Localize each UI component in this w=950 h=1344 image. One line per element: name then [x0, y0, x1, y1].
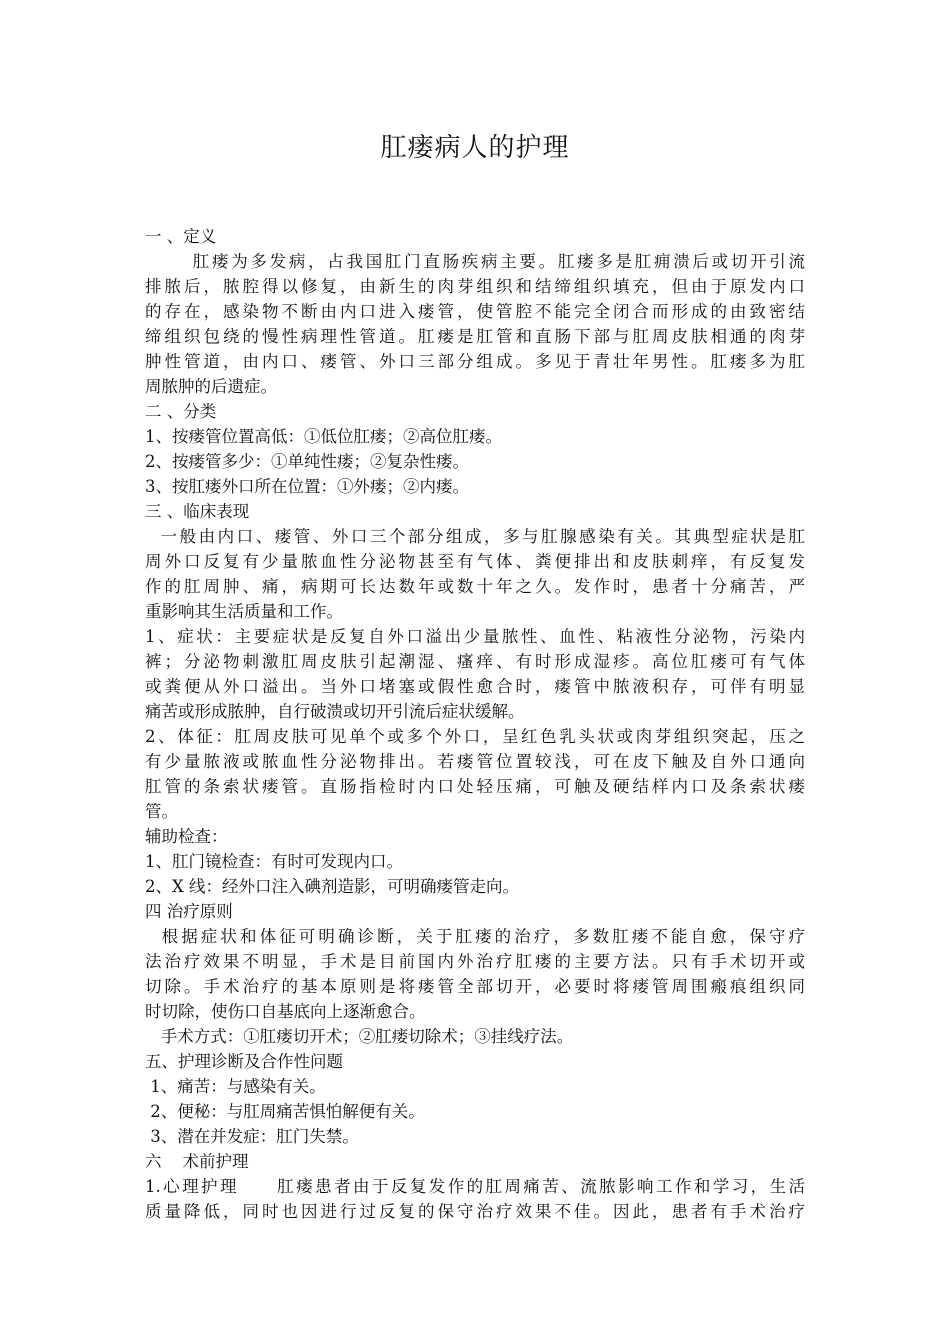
paragraph-line: 根据症状和体征可明确诊断，关于肛瘘的治疗，多数肛瘘不能自愈，保守疗: [145, 927, 805, 946]
paragraph-line: 1、按瘘管位置高低：①低位肛瘘；②高位肛瘘。: [145, 427, 502, 446]
paragraph-line: 肛管的条索状瘘管。直肠指检时内口处轻压痛，可触及硬结样内口及条索状瘘: [145, 777, 805, 796]
paragraph-line: 排脓后，脓腔得以修复，由新生的肉芽组织和结缔组织填充，但由于原发内口: [145, 277, 805, 296]
paragraph-line: 管。: [145, 802, 178, 821]
paragraph-line: 2、X 线：经外口注入碘剂造影，可明确瘘管走向。: [145, 877, 519, 896]
section-heading: 五、护理诊断及合作性问题: [145, 1052, 343, 1071]
paragraph-line: 2、便秘：与肛周痛苦惧怕解便有关。: [145, 1102, 425, 1121]
paragraph-line: 肿性管道，由内口、瘘管、外口三部分组成。多见于青壮年男性。肛瘘多为肛: [145, 352, 805, 371]
paragraph-line: 1.心理护理 肛瘘患者由于反复发作的肛周痛苦、流脓影响工作和学习，生活: [145, 1177, 805, 1196]
paragraph-line: 1、肛门镜检查：有时可发现内口。: [145, 852, 403, 871]
paragraph-line: 1、痛苦：与感染有关。: [145, 1077, 326, 1096]
paragraph-line: 质量降低，同时也因进行过反复的保守治疗效果不佳。因此，患者有手术治疗: [145, 1202, 805, 1221]
document-body: [145, 224, 805, 1224]
paragraph-line: 2、按瘘管多少：①单纯性瘘；②复杂性瘘。: [145, 452, 469, 471]
section-heading: 三 、临床表现: [145, 502, 250, 521]
paragraph-line: 有少量脓液或脓血性分泌物排出。若瘘管位置较浅，可在皮下触及自外口通向: [145, 752, 805, 771]
section-heading: 六 术前护理: [145, 1152, 249, 1171]
paragraph-line: 肛瘘为多发病，占我国肛门直肠疾病主要。肛瘘多是肛痈溃后或切开引流: [145, 252, 805, 271]
section-heading: 二 、分类: [145, 402, 217, 421]
section-heading: 辅助检查：: [145, 827, 228, 846]
paragraph-line: 2、体征：肛周皮肤可见单个或多个外口，呈红色乳头状或肉芽组织突起，压之: [145, 727, 805, 746]
paragraph-line: 切除。手术治疗的基本原则是将瘘管全部切开，必要时将瘘管周围瘢痕组织同: [145, 977, 805, 996]
paragraph-line: 缔组织包绕的慢性病理性管道。肛瘘是肛管和直肠下部与肛周皮肤相通的肉芽: [145, 327, 805, 346]
paragraph-line: 或粪便从外口溢出。当外口堵塞或假性愈合时，瘘管中脓液积存，可伴有明显: [145, 677, 805, 696]
paragraph-line: 的存在，感染物不断由内口进入瘘管，使管腔不能完全闭合而形成的由致密结: [145, 302, 805, 321]
paragraph-line: 时切除，使伤口自基底向上逐渐愈合。: [145, 1002, 426, 1021]
paragraph-line: 周脓肿的后遗症。: [145, 377, 277, 396]
paragraph-line: 手术方式：①肛瘘切开术；②肛瘘切除术；③挂线疗法。: [145, 1027, 574, 1046]
paragraph-line: 1、症状：主要症状是反复自外口溢出少量脓性、血性、粘液性分泌物，污染内: [145, 627, 805, 646]
paragraph-line: 周外口反复有少量脓血性分泌物甚至有气体、粪便排出和皮肤刺痒，有反复发: [145, 552, 805, 571]
paragraph-line: 裤；分泌物刺激肛周皮肤引起潮湿、瘙痒、有时形成湿疹。高位肛瘘可有气体: [145, 652, 805, 671]
paragraph-line: 重影响其生活质量和工作。: [145, 602, 343, 621]
paragraph-line: 作的肛周肿、痛，病期可长达数年或数十年之久。发作时，患者十分痛苦，严: [145, 577, 805, 596]
paragraph-line: 法治疗效果不明显，手术是目前国内外治疗肛瘘的主要方法。只有手术切开或: [145, 952, 805, 971]
section-heading: 一 、定义: [145, 227, 217, 246]
paragraph-line: 3、潜在并发症：肛门失禁。: [145, 1127, 359, 1146]
paragraph-line: 一般由内口、瘘管、外口三个部分组成，多与肛腺感染有关。其典型症状是肛: [145, 527, 805, 546]
paragraph-line: 3、按肛瘘外口所在位置：①外瘘；②内瘘。: [145, 477, 469, 496]
paragraph-line: 痛苦或形成脓肿，自行破溃或切开引流后症状缓解。: [145, 702, 525, 721]
document-title: 肛瘘病人的护理: [380, 133, 570, 163]
section-heading: 四 治疗原则: [145, 902, 233, 921]
